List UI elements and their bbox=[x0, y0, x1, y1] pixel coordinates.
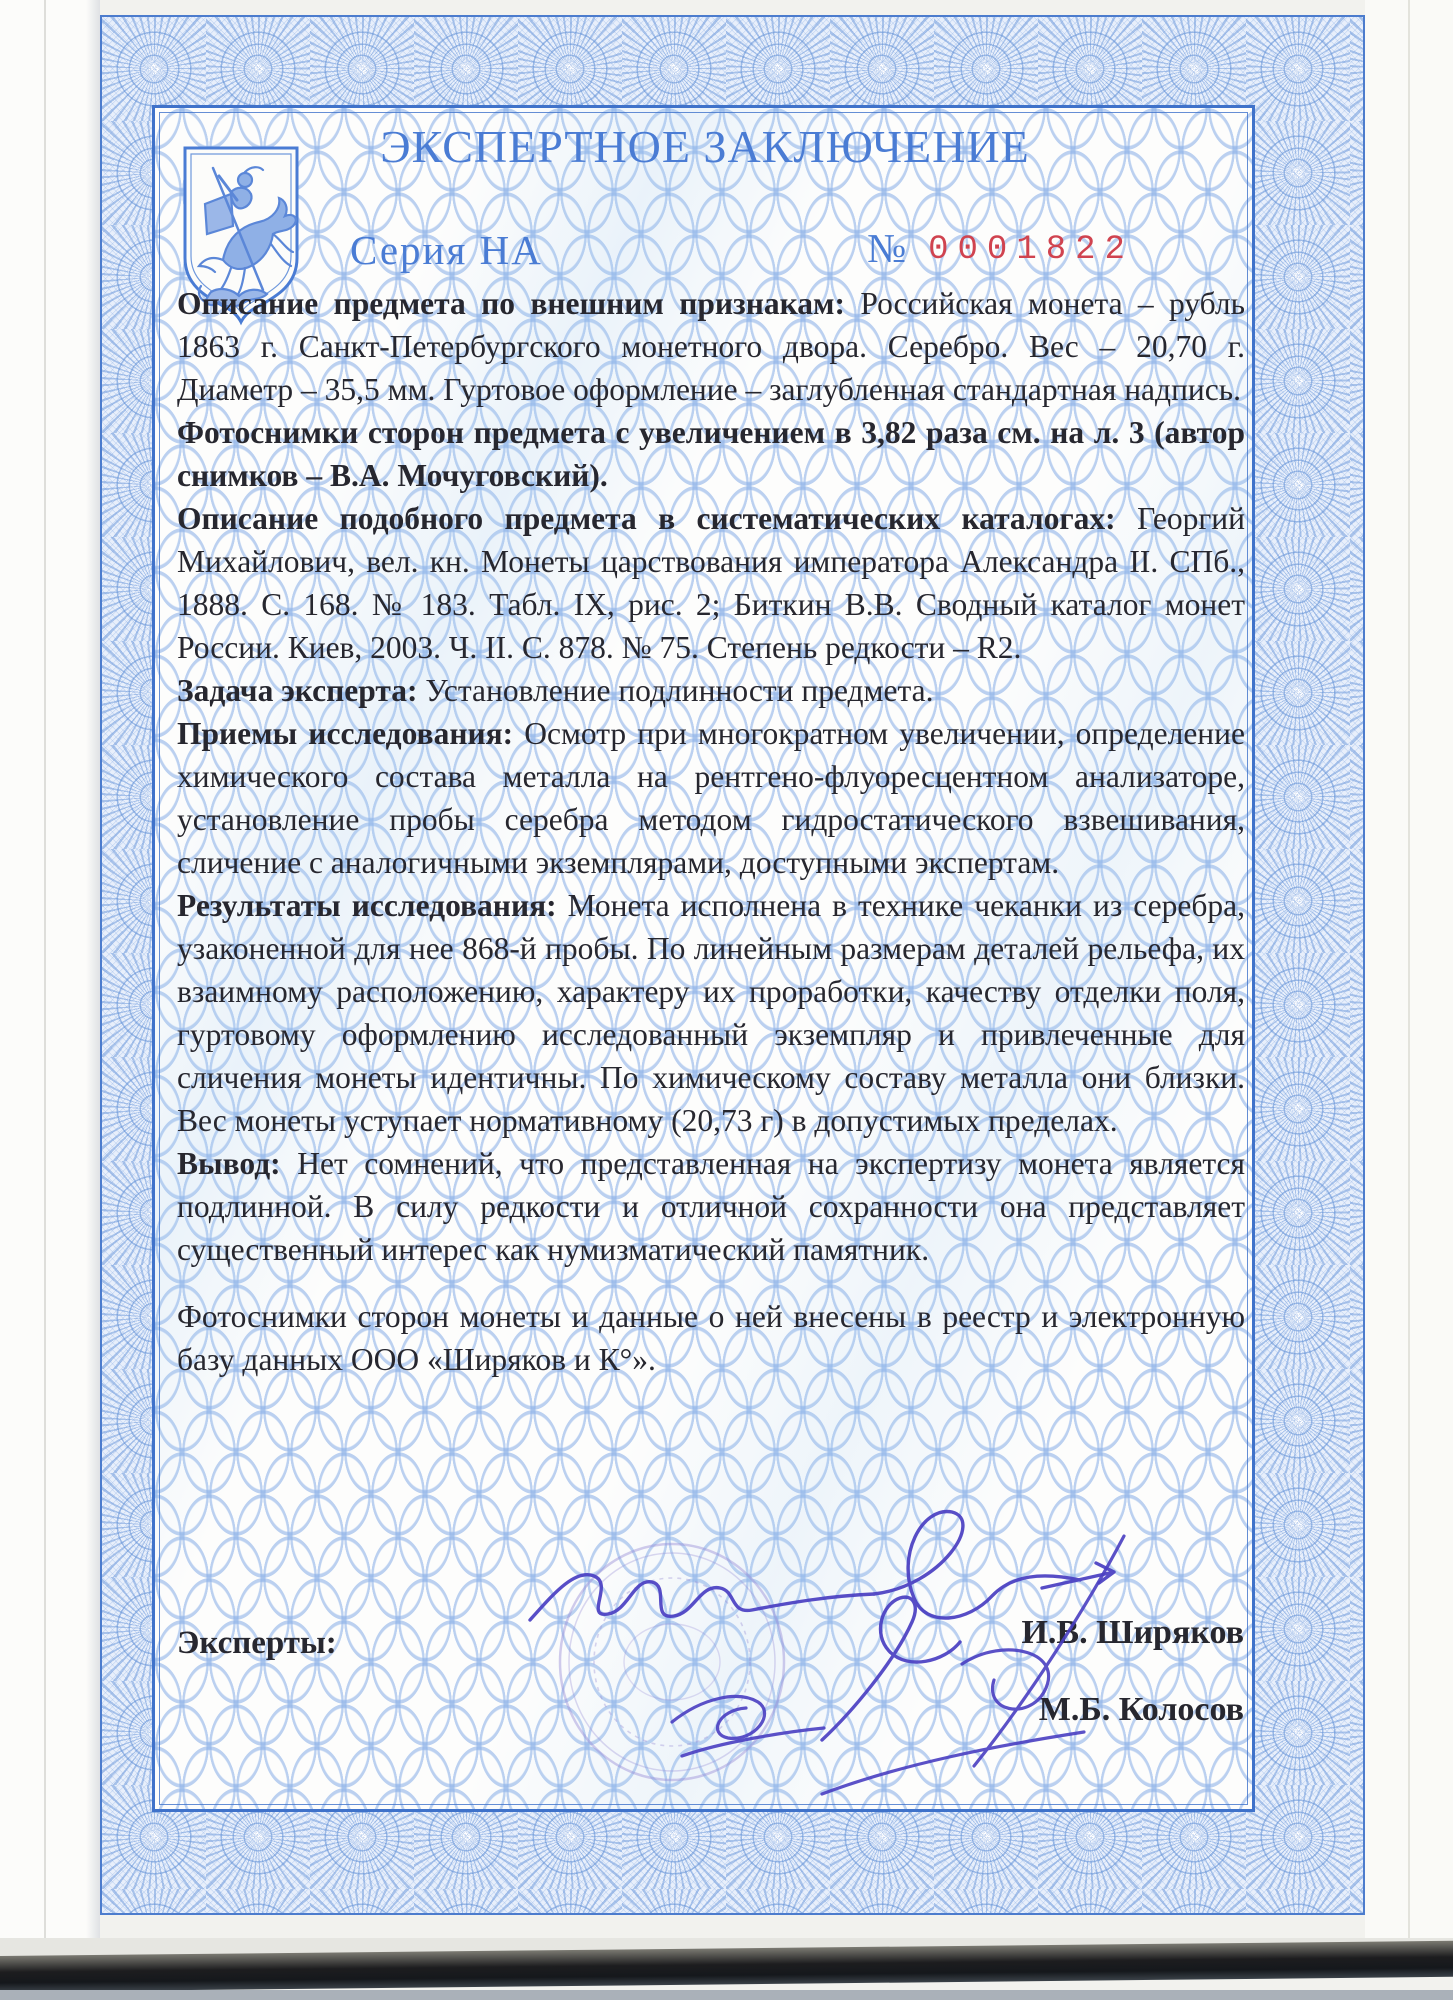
paragraph-results bbox=[177, 884, 1245, 1142]
paragraph-catalogs bbox=[177, 497, 1245, 669]
paragraph-lead: Фотоснимки сторон предмета с увеличением в 3,82 раза см. на л. 3 (автор снимков – В.А. Мочуговский). bbox=[177, 415, 1245, 493]
paragraph-task bbox=[177, 669, 1245, 712]
paragraph-text: Российская монета – рубль 1863 г. Санкт-Петербургского монетного двора. Серебро. Вес – 20,70 г. Диаметр – 35,5 мм. Гуртовое оформление – заглубленная стандартная надпись. bbox=[177, 286, 1246, 407]
paragraph-text: Установление подлинности предмета. bbox=[425, 673, 934, 708]
document-title: ЭКСПЕРТНОЕ ЗАКЛЮЧЕНИЕ bbox=[380, 121, 1030, 172]
series-label: Серия НА bbox=[350, 227, 543, 273]
signature-area bbox=[522, 1502, 1202, 1832]
paragraph-description bbox=[177, 282, 1245, 411]
paragraph-text: Георгий Михайлович, вел. кн. Монеты царствования императора Александра II. СПб., 1888. С. 168. № 183. Табл. IX, рис. 2; Биткин В.В. Сводный каталог монет России. Киев, 2003. Ч. II. С. 878. № 75. Степень редкости – R2. bbox=[177, 501, 1245, 665]
registry-note bbox=[177, 1295, 1245, 1381]
paragraph-text: Монета исполнена в технике чеканки из серебра, узаконенной для нее 868-й пробы. По линейным размерам деталей рельефа, их взаимному расположению, характеру их проработки, качеству отделки поля, гуртовому оформлению исследованный экземпляр и привлеченные для сличения монеты идентичны. По химическому составу металла они близки. Вес монеты уступает нормативному (20,73 г) в допустимых пределах. bbox=[177, 888, 1245, 1138]
guilloche-border-band bbox=[100, 15, 1365, 1915]
paragraph-photos bbox=[177, 411, 1245, 497]
body-text bbox=[177, 282, 1245, 1381]
paragraph-lead: Описание подобного предмета в систематических каталогах: bbox=[177, 501, 1116, 536]
page-edge-line-right bbox=[1408, 0, 1410, 1950]
paragraph-lead: Вывод: bbox=[177, 1146, 281, 1181]
paragraph-text: Нет сомнений, что представленная на экспертизу монета является подлинной. В силу редкости и отличной сохранности она представляет существенный интерес как нумизматический памятник. bbox=[177, 1146, 1246, 1267]
paragraph-conclusion bbox=[177, 1142, 1245, 1271]
paragraph-lead: Задача эксперта: bbox=[177, 673, 418, 708]
number-sign: № bbox=[867, 225, 907, 271]
paragraph-lead: Описание предмета по внешним признакам: bbox=[177, 286, 845, 321]
certificate-frame bbox=[152, 105, 1255, 1812]
paragraph-lead: Приемы исследования: bbox=[177, 716, 514, 751]
experts-label: Эксперты: bbox=[177, 1625, 337, 1661]
scan-shadow-left bbox=[86, 0, 100, 1945]
page-edge-line bbox=[44, 0, 46, 1965]
registry-note-text: Фотоснимки сторон монеты и данные о ней внесены в реестр и электронную базу данных ООО «Ширяков и К°». bbox=[177, 1299, 1245, 1377]
round-stamp-icon bbox=[560, 1544, 784, 1780]
page-stack-edge bbox=[0, 0, 100, 2000]
scan-strip-end bbox=[0, 1990, 1453, 2000]
expert-name-shiryakov: И.В. Ширяков bbox=[1021, 1614, 1244, 1651]
serial-number: 0001822 bbox=[928, 231, 1134, 269]
serial-number-row bbox=[867, 224, 1134, 272]
paragraph-text: Осмотр при многократном увеличении, определение химического состава металла на рентгено-флуоресцентном анализаторе, установление пробы серебра методом гидростатического взвешивания, сличение с аналогичными экземплярами, доступными экспертам. bbox=[177, 716, 1246, 880]
paragraph-methods bbox=[177, 712, 1245, 884]
paragraph-lead: Результаты исследования: bbox=[177, 888, 557, 923]
expert-name-kolosov: М.Б. Колосов bbox=[1038, 1691, 1244, 1728]
